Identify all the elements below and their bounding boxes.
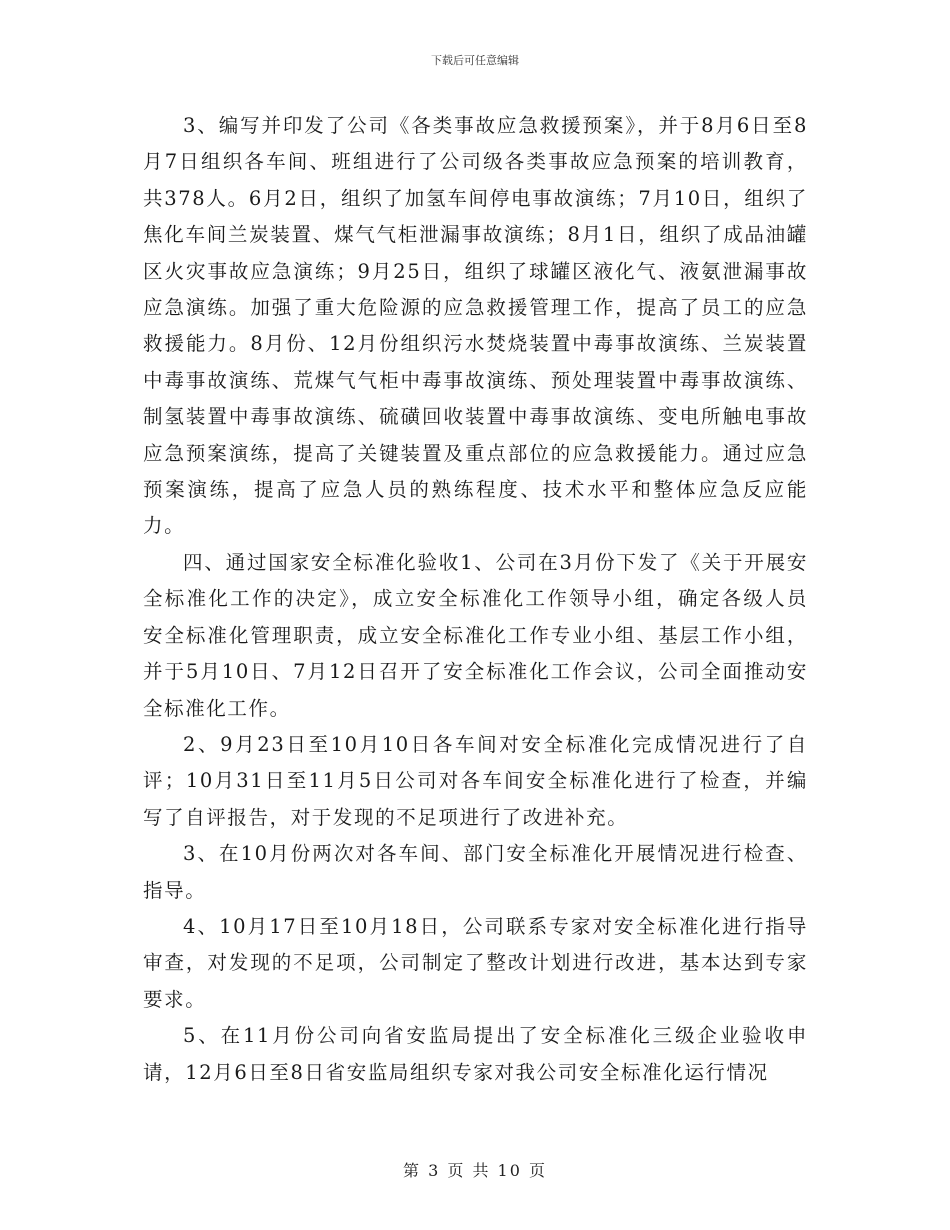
paragraph-expert-review: 4、10月17日至10月18日，公司联系专家对安全标准化进行指导审查，对发现的不足项，公司制定了整改计划进行改进，基本达到专家要求。 <box>143 914 808 1011</box>
paragraph-emergency-drills: 3、编写并印发了公司《各类事故应急救援预案》，并于8月6日至8月7日组织各车间、班组进行了公司级各类事故应急预案的培训教育，共378人。6月2日，组织了加氢车间停电事故演练；7月10日，组织了焦化车间兰炭装置、煤气气柜泄漏事故演练；8月1日，组织了成品油罐区火灾事故应急演练；9月25日，组织了球罐区液化气、液氨泄漏事故应急演练。加强了重大危险源的应急救援管理工作，提高了员工的应急救援能力。8月份、12月份组织污水焚烧装置中毒事故演练、兰炭装置中毒事故演练、荒煤气气柜中毒事故演练、预处理装置中毒事故演练、制氢装置中毒事故演练、硫磺回收装置中毒事故演练、变电所触电事故应急预案演练，提高了关键装置及重点部位的应急救援能力。通过应急预案演练，提高了应急人员的熟练程度、技术水平和整体应急反应能力。 <box>143 114 808 538</box>
paragraph-standardization-acceptance: 四、通过国家安全标准化验收1、公司在3月份下发了《关于开展安全标准化工作的决定》，成立安全标准化工作领导小组，确定各级人员安全标准化管理职责，成立安全标准化工作专业小组、基层工作小组，并于5月10日、7月12日召开了安全标准化工作会议，公司全面推动安全标准化工作。 <box>143 550 808 720</box>
document-body <box>143 108 808 1091</box>
paragraph-acceptance-application: 5、在11月份公司向省安监局提出了安全标准化三级企业验收申请，12月6日至8日省安监局组织专家对我公司安全标准化运行情况 <box>143 1024 808 1084</box>
page-number-footer: 第 3 页 共 10 页 <box>403 1161 547 1180</box>
paragraph-self-evaluation: 2、9月23日至10月10日各车间对安全标准化完成情况进行了自评；10月31日至11月5日公司对各车间安全标准化进行了检查，并编写了自评报告，对于发现的不足项进行了改进补充。 <box>143 732 808 829</box>
paragraph-october-inspection: 3、在10月份两次对各车间、部门安全标准化开展情况进行检查、指导。 <box>143 842 808 902</box>
header-note: 下载后可任意编辑 <box>431 54 519 67</box>
